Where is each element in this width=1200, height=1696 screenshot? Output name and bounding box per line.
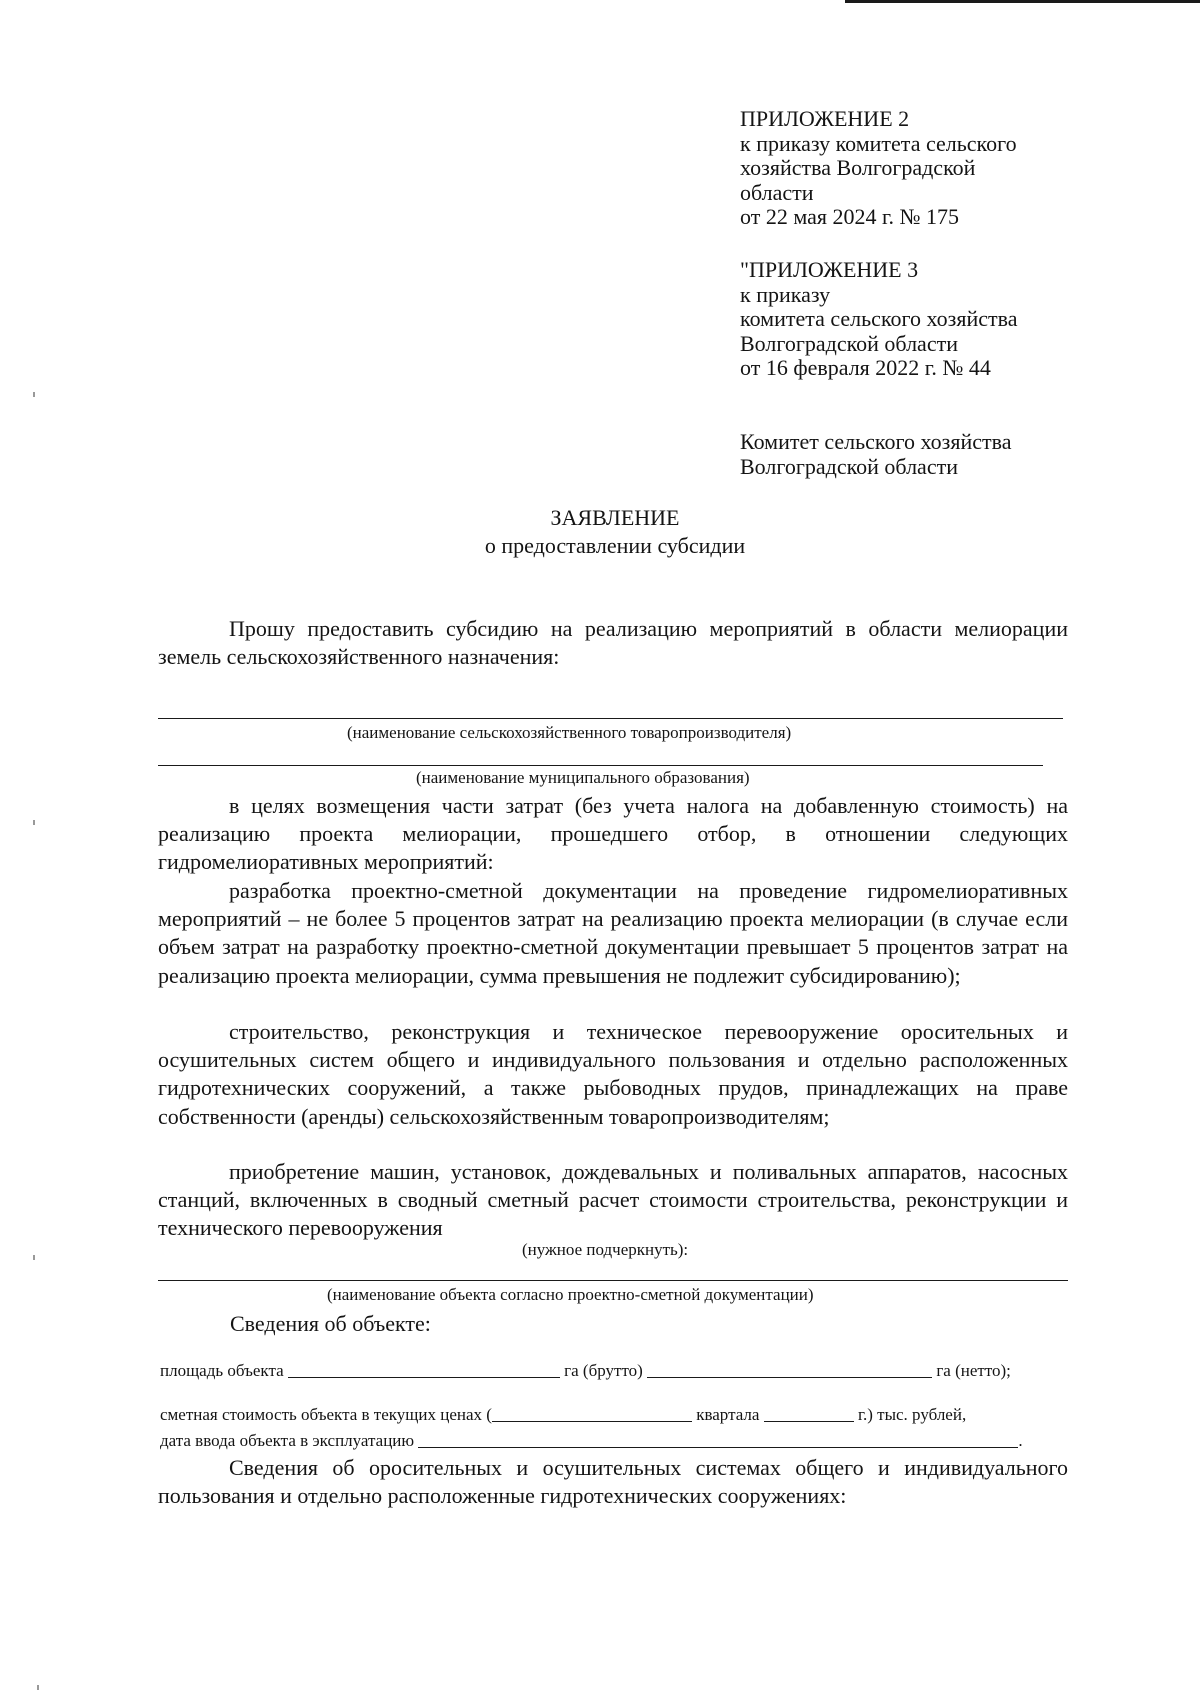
- cost-year-unit: г.) тыс. рублей,: [857, 1405, 967, 1424]
- cost-year-field[interactable]: [764, 1421, 854, 1422]
- appendix-2-line: области: [740, 179, 814, 205]
- underline-note: (нужное подчеркнуть):: [522, 1240, 689, 1259]
- document-subtitle: о предоставлении субсидии: [484, 533, 746, 558]
- addressee-line: Волгоградской области: [740, 453, 958, 479]
- measure-item-construction: строительство, реконструкция и техническое перевооружение оросительных и осушительных систем общего и индивидуального пользования и отдельно расположенных гидротехнических сооружений, а также рыбоводных прудов, принадлежащих на праве собственности (аренды) сельскохозяйственным товаропроизводителям;: [158, 1019, 1068, 1129]
- producer-caption: (наименование сельскохозяйственного товаропроизводителя): [347, 723, 792, 742]
- appendix-3-line: к приказу: [740, 281, 831, 307]
- appendix-3-date: от 16 февраля 2022 г. № 44: [740, 355, 991, 380]
- systems-info-paragraph: Сведения об оросительных и осушительных системах общего и индивидуального пользования и отдельно расположенные гидротехнических сооружениях:: [158, 1455, 1068, 1509]
- appendix-2-block: [740, 107, 1017, 230]
- object-info-heading: Сведения об объекте:: [230, 1311, 431, 1336]
- appendix-3-line: комитета сельского хозяйства: [740, 306, 1018, 331]
- measure-item-design: разработка проектно-сметной документации на проведение гидромелиоративных мероприятий – не более 5 процентов затрат на реализацию проекта мелиорации (в случае если объем затрат на разработку проектно-сметной документации превышает 5 процентов затрат на реализацию проекта мелиорации, сумма превышения не подлежит субсидированию);: [158, 878, 1068, 988]
- purpose-paragraph: в целях возмещения части затрат (без учета налога на добавленную стоимость) на реализацию проекта мелиорации, прошедшего отбор, в отношении следующих гидромелиоративных мероприятий:: [158, 793, 1068, 875]
- margin-speck: [33, 1255, 35, 1260]
- margin-speck: [33, 820, 35, 825]
- addressee-block: [740, 430, 1011, 479]
- area-gross-unit: га (брутто): [564, 1361, 643, 1380]
- municipality-caption: (наименование муниципального образования): [416, 768, 750, 787]
- producer-fill-line: [158, 718, 1063, 719]
- appendix-3-block: [740, 258, 1017, 381]
- appendix-3-heading: "ПРИЛОЖЕНИЕ 3: [740, 257, 919, 282]
- cost-quarter-label: квартала: [696, 1405, 760, 1424]
- municipality-fill-line: [158, 765, 1043, 766]
- cost-label: сметная стоимость объекта в текущих ценах (: [160, 1405, 492, 1424]
- appendix-2-line: к приказу комитета сельского: [740, 130, 1017, 156]
- appendix-3-line: Волгоградской области: [740, 330, 958, 356]
- document-title: ЗАЯВЛЕНИЕ: [550, 505, 680, 530]
- object-name-caption: (наименование объекта согласно проектно-сметной документации): [327, 1285, 814, 1304]
- scan-edge-line: [845, 0, 1200, 3]
- margin-speck: [33, 392, 35, 397]
- appendix-2-heading: ПРИЛОЖЕНИЕ 2: [740, 106, 910, 131]
- margin-speck: [37, 1685, 39, 1690]
- area-row: [160, 1361, 1011, 1381]
- area-net-field[interactable]: [647, 1377, 932, 1378]
- object-name-fill-line: [158, 1280, 1068, 1281]
- measure-item-equipment: приобретение машин, установок, дождевальных и поливальных аппаратов, насосных станций, включенных в сводный сметный расчет стоимости строительства, реконструкции и технического перевооружения: [158, 1159, 1068, 1241]
- area-label: площадь объекта: [160, 1361, 284, 1380]
- area-net-unit: га (нетто);: [936, 1361, 1011, 1380]
- area-gross-field[interactable]: [288, 1377, 560, 1378]
- commission-date-field[interactable]: [418, 1447, 1018, 1448]
- appendix-2-line: хозяйства Волгоградской: [740, 155, 976, 180]
- addressee-line: Комитет сельского хозяйства: [740, 429, 1012, 454]
- commission-label: дата ввода объекта в эксплуатацию: [160, 1431, 415, 1450]
- cost-row: [160, 1405, 966, 1425]
- cost-value-field[interactable]: [492, 1421, 692, 1422]
- commission-row: дата ввода объекта в эксплуатацию .: [160, 1431, 1023, 1450]
- appendix-2-date: от 22 мая 2024 г. № 175: [740, 204, 960, 229]
- intro-paragraph: Прошу предоставить субсидию на реализацию мероприятий в области мелиорации земель сельскохозяйственного назначения:: [158, 616, 1068, 670]
